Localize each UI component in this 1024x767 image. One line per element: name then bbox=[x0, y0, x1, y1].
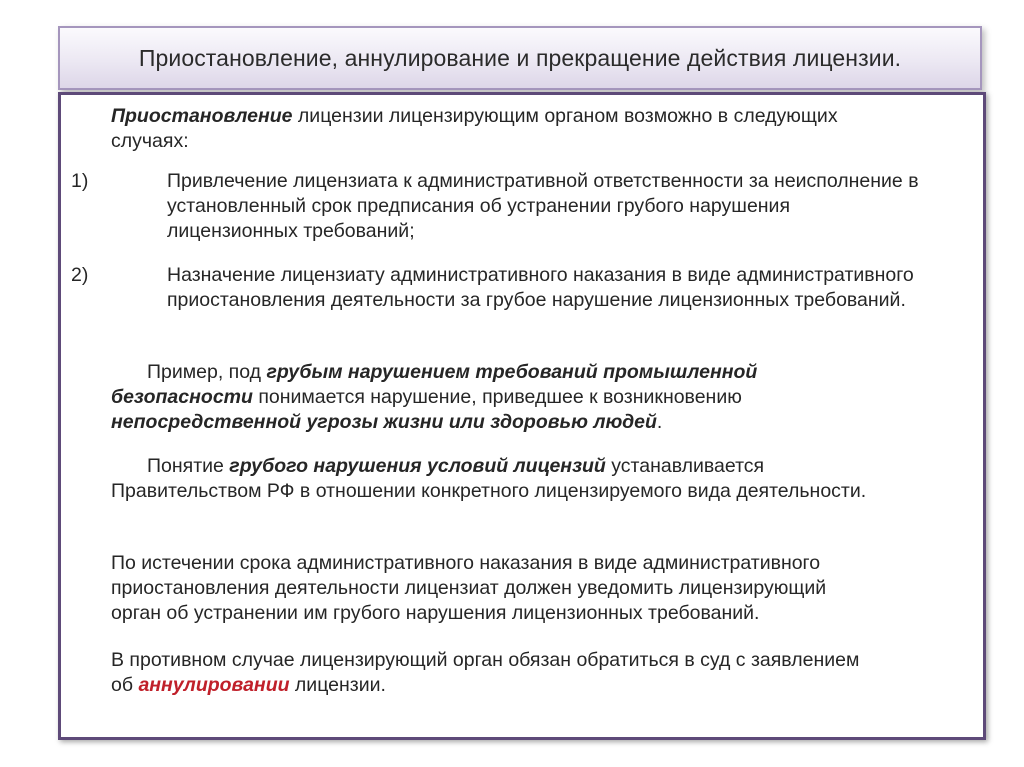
example-line-2 bbox=[111, 385, 757, 410]
slide-content-box bbox=[58, 92, 986, 740]
concept-paragraph bbox=[111, 454, 866, 504]
concept-lead: Понятие bbox=[147, 455, 230, 477]
otherwise-lead: об bbox=[111, 674, 139, 696]
list-item-2-number: 2) bbox=[71, 264, 89, 286]
slide-title: Приостановление, аннулирование и прекращение действия лицензии. bbox=[138, 44, 902, 71]
list-item-1-number: 1) bbox=[71, 170, 89, 192]
concept-line-1 bbox=[111, 454, 866, 479]
intro-line-1-rest: лицензии лицензирующим органом возможно в следующих bbox=[292, 105, 838, 127]
intro-line-1 bbox=[111, 104, 838, 129]
example-paragraph bbox=[111, 360, 757, 435]
expiry-line-1: По истечении срока административного наказания в виде административного bbox=[111, 552, 821, 574]
intro-line-2: случаях: bbox=[111, 130, 189, 152]
otherwise-line-1: В противном случае лицензирующий орган обязан обратиться в суд с заявлением bbox=[111, 649, 860, 671]
list-item-1-line-1: Привлечение лицензиата к административной ответственности за неисполнение в bbox=[167, 170, 919, 192]
concept-rest: устанавливается bbox=[605, 455, 765, 477]
example-line-1 bbox=[111, 360, 757, 385]
annulment-term: аннулировании bbox=[138, 674, 290, 696]
slide-content bbox=[61, 95, 983, 737]
concept-term: грубого нарушения условий лицензий bbox=[229, 455, 606, 477]
otherwise-line-2 bbox=[111, 673, 859, 698]
example-term-2: непосредственной угрозы жизни или здоровью людей bbox=[111, 411, 657, 433]
otherwise-paragraph bbox=[111, 648, 859, 698]
example-line-3 bbox=[111, 410, 757, 435]
example-term-part-1: грубым нарушением требований промышленной bbox=[266, 361, 758, 383]
list-item-2 bbox=[71, 263, 914, 313]
list-item-1 bbox=[71, 169, 919, 244]
list-item-2-line-1: Назначение лицензиату административного наказания в виде административного bbox=[167, 264, 914, 286]
intro-term: Приостановление bbox=[111, 105, 293, 127]
slide-title-box bbox=[58, 26, 982, 90]
expiry-paragraph bbox=[111, 551, 826, 626]
list-item-2-line-2: приостановления деятельности за грубое нарушение лицензионных требований. bbox=[167, 289, 906, 311]
expiry-line-2: приостановления деятельности лицензиат должен уведомить лицензирующий bbox=[111, 577, 827, 599]
list-item-1-line-3: лицензионных требований; bbox=[167, 220, 415, 242]
concept-line-2: Правительством РФ в отношении конкретного лицензируемого вида деятельности. bbox=[111, 480, 867, 502]
example-end: . bbox=[656, 411, 663, 433]
intro-paragraph bbox=[111, 104, 838, 154]
example-lead: Пример, под bbox=[147, 361, 267, 383]
example-term-part-2: безопасности bbox=[111, 386, 253, 408]
example-mid: понимается нарушение, приведшее к возникновению bbox=[252, 386, 742, 408]
otherwise-rest: лицензии. bbox=[289, 674, 386, 696]
expiry-line-3: орган об устранении им грубого нарушения лицензионных требований. bbox=[111, 602, 760, 624]
list-item-1-line-2: установленный срок предписания об устранении грубого нарушения bbox=[167, 195, 791, 217]
